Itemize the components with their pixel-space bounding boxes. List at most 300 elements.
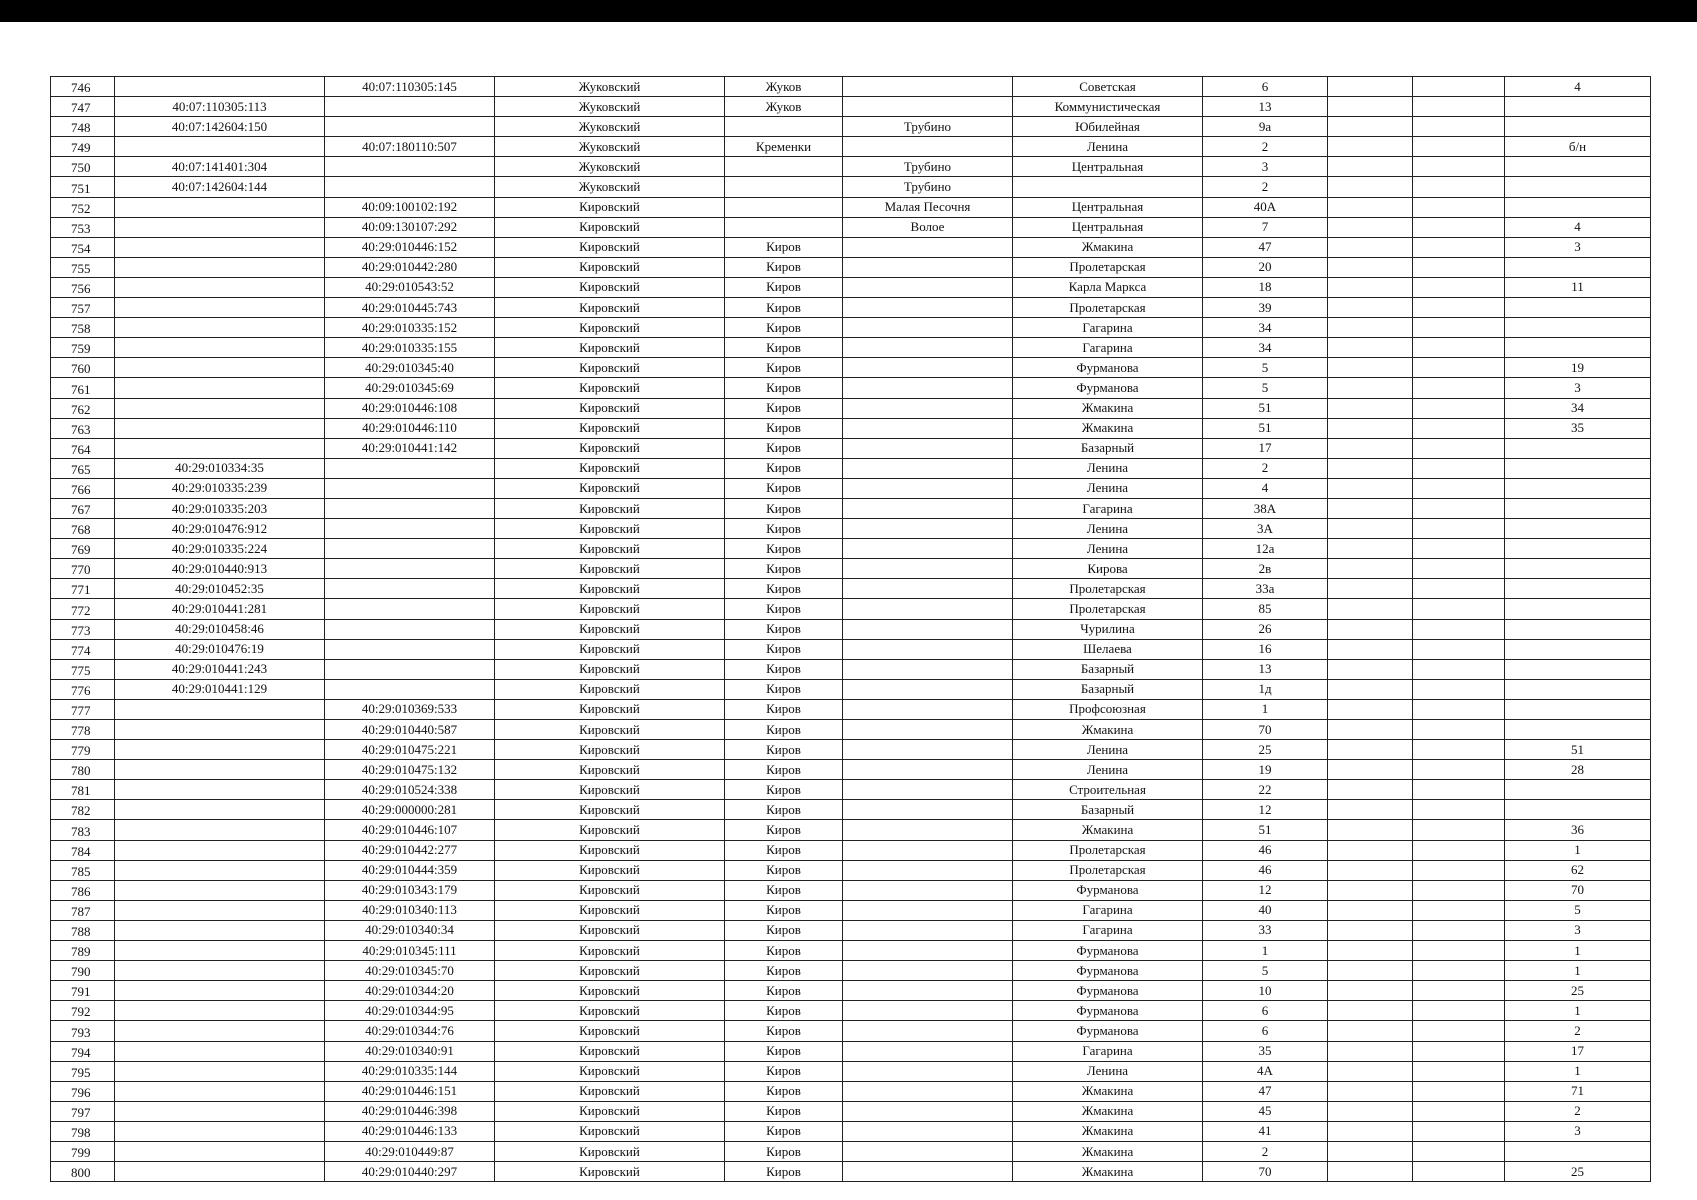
cell-house: 7 (1203, 217, 1328, 237)
cell-row-number: 768 (51, 519, 115, 539)
cell-row-number: 752 (51, 197, 115, 217)
cell-city: Киров (725, 579, 843, 599)
cell-street: Фурманова (1013, 981, 1203, 1001)
table-row (51, 157, 1651, 177)
cell-row-number: 798 (51, 1121, 115, 1141)
cell-cadastral-number-b: 40:29:010344:76 (325, 1021, 495, 1041)
cell-apartment: 4 (1505, 217, 1651, 237)
cell-village (843, 237, 1013, 257)
cell-col-9 (1328, 1001, 1413, 1021)
cell-row-number: 763 (51, 418, 115, 438)
cell-district: Кировский (495, 1001, 725, 1021)
cell-row-number: 746 (51, 77, 115, 97)
cell-col-9 (1328, 941, 1413, 961)
cell-house: 25 (1203, 740, 1328, 760)
cell-col-9 (1328, 398, 1413, 418)
cell-street: Пролетарская (1013, 579, 1203, 599)
cell-col-9 (1328, 1162, 1413, 1182)
cell-cadastral-number-b: 40:29:010440:297 (325, 1162, 495, 1182)
cell-street: Фурманова (1013, 941, 1203, 961)
cell-city (725, 157, 843, 177)
cell-city: Киров (725, 257, 843, 277)
cell-cadastral-number-a (115, 780, 325, 800)
cell-col-9 (1328, 458, 1413, 478)
cell-col-9 (1328, 197, 1413, 217)
cell-street: Базарный (1013, 800, 1203, 820)
cell-col-9 (1328, 478, 1413, 498)
cell-row-number: 796 (51, 1081, 115, 1101)
cell-apartment (1505, 679, 1651, 699)
cell-street: Фурманова (1013, 880, 1203, 900)
cell-district: Кировский (495, 619, 725, 639)
cell-cadastral-number-a: 40:29:010441:243 (115, 659, 325, 679)
cell-house: 6 (1203, 77, 1328, 97)
cell-apartment: 1 (1505, 961, 1651, 981)
cell-district: Кировский (495, 1101, 725, 1121)
cell-row-number: 782 (51, 800, 115, 820)
cell-district: Кировский (495, 820, 725, 840)
cell-cadastral-number-a: 40:29:010440:913 (115, 559, 325, 579)
cell-cadastral-number-b (325, 579, 495, 599)
cell-street: Базарный (1013, 438, 1203, 458)
cell-city: Киров (725, 237, 843, 257)
cell-col-9 (1328, 820, 1413, 840)
cell-col-9 (1328, 1141, 1413, 1161)
cell-apartment: 1 (1505, 840, 1651, 860)
cell-row-number: 759 (51, 338, 115, 358)
cell-cadastral-number-b: 40:29:010344:20 (325, 981, 495, 1001)
cell-village (843, 760, 1013, 780)
cell-col-10 (1413, 217, 1505, 237)
cell-house: 1д (1203, 679, 1328, 699)
table-row (51, 740, 1651, 760)
cell-house: 51 (1203, 398, 1328, 418)
table-row (51, 298, 1651, 318)
cell-district: Жуковский (495, 137, 725, 157)
cell-apartment (1505, 458, 1651, 478)
cell-cadastral-number-b: 40:29:010335:144 (325, 1061, 495, 1081)
cell-cadastral-number-a (115, 77, 325, 97)
cell-city: Киров (725, 1141, 843, 1161)
cell-city: Жуков (725, 77, 843, 97)
cell-village (843, 1141, 1013, 1161)
cell-village (843, 539, 1013, 559)
cell-city: Кременки (725, 137, 843, 157)
cell-city: Киров (725, 378, 843, 398)
cell-col-10 (1413, 860, 1505, 880)
cell-village: Трубино (843, 157, 1013, 177)
cell-cadastral-number-b: 40:29:010335:152 (325, 318, 495, 338)
cell-row-number: 760 (51, 358, 115, 378)
cell-city: Киров (725, 800, 843, 820)
cell-street: Карла Маркса (1013, 277, 1203, 297)
cell-cadastral-number-b: 40:29:010345:70 (325, 961, 495, 981)
cell-city: Киров (725, 820, 843, 840)
cell-district: Кировский (495, 860, 725, 880)
cell-street: Базарный (1013, 659, 1203, 679)
cell-apartment (1505, 498, 1651, 518)
cell-row-number: 774 (51, 639, 115, 659)
cell-cadastral-number-a: 40:07:142604:150 (115, 117, 325, 137)
cell-city: Киров (725, 1081, 843, 1101)
cell-street: Жмакина (1013, 398, 1203, 418)
cell-cadastral-number-a (115, 981, 325, 1001)
cell-cadastral-number-a: 40:29:010452:35 (115, 579, 325, 599)
cell-street: Гагарина (1013, 318, 1203, 338)
cell-apartment (1505, 579, 1651, 599)
cell-apartment: 5 (1505, 900, 1651, 920)
cell-house: 3А (1203, 519, 1328, 539)
table-row (51, 599, 1651, 619)
cell-cadastral-number-b (325, 539, 495, 559)
cell-apartment: 1 (1505, 1061, 1651, 1081)
cell-house: 12 (1203, 800, 1328, 820)
cell-city: Киров (725, 1021, 843, 1041)
cell-district: Кировский (495, 237, 725, 257)
cell-city: Киров (725, 981, 843, 1001)
cell-col-10 (1413, 679, 1505, 699)
cell-cadastral-number-a: 40:29:010334:35 (115, 458, 325, 478)
cell-col-9 (1328, 740, 1413, 760)
cell-row-number: 767 (51, 498, 115, 518)
cell-house: 4 (1203, 478, 1328, 498)
cell-cadastral-number-a (115, 438, 325, 458)
cell-street: Фурманова (1013, 358, 1203, 378)
table-row (51, 860, 1651, 880)
cell-city: Киров (725, 900, 843, 920)
cell-street: Ленина (1013, 478, 1203, 498)
cell-city: Киров (725, 478, 843, 498)
cell-col-10 (1413, 298, 1505, 318)
cell-col-9 (1328, 639, 1413, 659)
cell-apartment: 11 (1505, 277, 1651, 297)
cell-house: 5 (1203, 378, 1328, 398)
cell-cadastral-number-a: 40:29:010335:239 (115, 478, 325, 498)
cell-cadastral-number-a (115, 1141, 325, 1161)
cell-street: Советская (1013, 77, 1203, 97)
cell-cadastral-number-b: 40:29:010442:277 (325, 840, 495, 860)
cell-village: Волое (843, 217, 1013, 237)
cell-cadastral-number-a: 40:29:010441:129 (115, 679, 325, 699)
cell-district: Кировский (495, 378, 725, 398)
cell-col-10 (1413, 699, 1505, 719)
cell-cadastral-number-b: 40:29:010335:155 (325, 338, 495, 358)
cell-district: Кировский (495, 1162, 725, 1182)
cell-row-number: 772 (51, 599, 115, 619)
cell-village (843, 981, 1013, 1001)
cell-village (843, 277, 1013, 297)
cell-apartment: 1 (1505, 941, 1651, 961)
cell-cadastral-number-b: 40:29:010446:133 (325, 1121, 495, 1141)
cell-street: Жмакина (1013, 1121, 1203, 1141)
cell-street: Профсоюзная (1013, 699, 1203, 719)
cell-cadastral-number-a: 40:07:110305:113 (115, 97, 325, 117)
cell-street: Фурманова (1013, 961, 1203, 981)
cell-cadastral-number-b: 40:07:110305:145 (325, 77, 495, 97)
cell-district: Кировский (495, 740, 725, 760)
cell-apartment: 19 (1505, 358, 1651, 378)
cell-city: Киров (725, 1041, 843, 1061)
cell-col-9 (1328, 900, 1413, 920)
cell-district: Кировский (495, 298, 725, 318)
cell-district: Жуковский (495, 157, 725, 177)
table-row (51, 900, 1651, 920)
cell-cadastral-number-a (115, 760, 325, 780)
cell-apartment: 36 (1505, 820, 1651, 840)
cell-village (843, 1121, 1013, 1141)
cell-apartment (1505, 177, 1651, 197)
cell-village (843, 338, 1013, 358)
cell-apartment: 62 (1505, 860, 1651, 880)
cell-apartment: 35 (1505, 418, 1651, 438)
table-row (51, 619, 1651, 639)
cell-row-number: 788 (51, 920, 115, 940)
cell-cadastral-number-a: 40:29:010335:224 (115, 539, 325, 559)
cell-district: Кировский (495, 1041, 725, 1061)
cell-cadastral-number-b: 40:29:010343:179 (325, 880, 495, 900)
cell-village (843, 458, 1013, 478)
table-row (51, 1061, 1651, 1081)
cell-row-number: 777 (51, 699, 115, 719)
cell-col-9 (1328, 378, 1413, 398)
table-row (51, 720, 1651, 740)
cell-row-number: 781 (51, 780, 115, 800)
cell-cadastral-number-b (325, 498, 495, 518)
cell-col-10 (1413, 1101, 1505, 1121)
cell-row-number: 799 (51, 1141, 115, 1161)
cell-street: Пролетарская (1013, 298, 1203, 318)
cell-street: Центральная (1013, 157, 1203, 177)
cell-district: Кировский (495, 579, 725, 599)
cell-col-10 (1413, 760, 1505, 780)
cell-street: Жмакина (1013, 1081, 1203, 1101)
cell-house: 2 (1203, 177, 1328, 197)
cell-col-9 (1328, 1021, 1413, 1041)
cell-apartment: 25 (1505, 1162, 1651, 1182)
cell-col-10 (1413, 820, 1505, 840)
cell-street: Жмакина (1013, 237, 1203, 257)
table-row (51, 358, 1651, 378)
cell-cadastral-number-a (115, 298, 325, 318)
cell-street: Ленина (1013, 137, 1203, 157)
cell-house: 40А (1203, 197, 1328, 217)
cell-col-9 (1328, 358, 1413, 378)
table-row (51, 981, 1651, 1001)
cell-cadastral-number-b: 40:29:010345:111 (325, 941, 495, 961)
cell-row-number: 758 (51, 318, 115, 338)
cell-street: Центральная (1013, 217, 1203, 237)
cell-district: Кировский (495, 197, 725, 217)
table-row (51, 418, 1651, 438)
cell-city: Киров (725, 639, 843, 659)
cell-cadastral-number-b: 40:29:010446:398 (325, 1101, 495, 1121)
cell-cadastral-number-b: 40:29:010345:69 (325, 378, 495, 398)
table-row (51, 237, 1651, 257)
scan-top-border (0, 0, 1697, 22)
cell-house: 2 (1203, 1141, 1328, 1161)
cell-row-number: 755 (51, 257, 115, 277)
table-row (51, 639, 1651, 659)
cell-city: Киров (725, 780, 843, 800)
cell-district: Кировский (495, 1121, 725, 1141)
cell-village (843, 1081, 1013, 1101)
cell-house: 70 (1203, 720, 1328, 740)
cell-col-10 (1413, 659, 1505, 679)
cell-city: Киров (725, 318, 843, 338)
cell-village (843, 900, 1013, 920)
cell-apartment (1505, 338, 1651, 358)
cell-street: Жмакина (1013, 720, 1203, 740)
cell-apartment (1505, 539, 1651, 559)
cell-street: Ленина (1013, 740, 1203, 760)
table-row (51, 1121, 1651, 1141)
cell-col-10 (1413, 1141, 1505, 1161)
cell-col-10 (1413, 900, 1505, 920)
cell-col-10 (1413, 438, 1505, 458)
cell-street: Ленина (1013, 519, 1203, 539)
cell-city: Киров (725, 559, 843, 579)
cell-cadastral-number-a: 40:07:142604:144 (115, 177, 325, 197)
cell-village: Трубино (843, 177, 1013, 197)
cell-district: Кировский (495, 679, 725, 699)
cell-village (843, 77, 1013, 97)
cell-col-9 (1328, 981, 1413, 1001)
table-row (51, 840, 1651, 860)
cell-city: Киров (725, 398, 843, 418)
table-row (51, 659, 1651, 679)
cell-city (725, 177, 843, 197)
cell-district: Кировский (495, 519, 725, 539)
cell-house: 1 (1203, 699, 1328, 719)
cell-cadastral-number-b (325, 177, 495, 197)
cell-district: Кировский (495, 720, 725, 740)
cell-cadastral-number-b: 40:07:180110:507 (325, 137, 495, 157)
cell-house: 19 (1203, 760, 1328, 780)
cell-cadastral-number-a: 40:07:141401:304 (115, 157, 325, 177)
cell-cadastral-number-a (115, 237, 325, 257)
cell-house: 45 (1203, 1101, 1328, 1121)
cell-apartment (1505, 97, 1651, 117)
cell-house: 20 (1203, 257, 1328, 277)
cell-street: Гагарина (1013, 920, 1203, 940)
cell-col-10 (1413, 257, 1505, 277)
cell-cadastral-number-b: 40:29:010475:221 (325, 740, 495, 760)
cell-cadastral-number-a (115, 720, 325, 740)
cell-city: Киров (725, 840, 843, 860)
cell-cadastral-number-b (325, 157, 495, 177)
cell-cadastral-number-a: 40:29:010476:912 (115, 519, 325, 539)
cell-apartment (1505, 619, 1651, 639)
cell-house: 2 (1203, 458, 1328, 478)
table-row (51, 458, 1651, 478)
cell-house: 9а (1203, 117, 1328, 137)
cell-row-number: 761 (51, 378, 115, 398)
cell-house: 13 (1203, 97, 1328, 117)
cell-row-number: 797 (51, 1101, 115, 1121)
cell-cadastral-number-a (115, 699, 325, 719)
cell-city: Киров (725, 659, 843, 679)
cell-apartment: 2 (1505, 1101, 1651, 1121)
cell-apartment: 2 (1505, 1021, 1651, 1041)
cell-district: Кировский (495, 900, 725, 920)
cell-house: 10 (1203, 981, 1328, 1001)
cell-city: Киров (725, 277, 843, 297)
cell-col-10 (1413, 1001, 1505, 1021)
cell-col-10 (1413, 599, 1505, 619)
cell-col-10 (1413, 840, 1505, 860)
cell-apartment (1505, 699, 1651, 719)
cell-district: Кировский (495, 840, 725, 860)
cell-house: 12 (1203, 880, 1328, 900)
cell-street: Строительная (1013, 780, 1203, 800)
cell-apartment: 17 (1505, 1041, 1651, 1061)
registry-rows (51, 77, 1651, 1182)
cell-col-10 (1413, 1021, 1505, 1041)
table-row (51, 97, 1651, 117)
cell-row-number: 778 (51, 720, 115, 740)
cell-cadastral-number-b (325, 97, 495, 117)
cell-cadastral-number-a (115, 941, 325, 961)
cell-house: 33 (1203, 920, 1328, 940)
cell-apartment (1505, 780, 1651, 800)
cell-col-10 (1413, 780, 1505, 800)
cell-city: Киров (725, 880, 843, 900)
cell-cadastral-number-b: 40:29:010543:52 (325, 277, 495, 297)
cell-house: 34 (1203, 318, 1328, 338)
cell-cadastral-number-a (115, 358, 325, 378)
cell-house: 6 (1203, 1001, 1328, 1021)
cell-row-number: 790 (51, 961, 115, 981)
cell-street: Фурманова (1013, 1021, 1203, 1041)
cell-district: Кировский (495, 920, 725, 940)
cell-city: Киров (725, 519, 843, 539)
cell-village (843, 97, 1013, 117)
cell-cadastral-number-b (325, 519, 495, 539)
cell-row-number: 754 (51, 237, 115, 257)
cell-city: Жуков (725, 97, 843, 117)
cell-row-number: 765 (51, 458, 115, 478)
cell-apartment (1505, 157, 1651, 177)
cell-district: Кировский (495, 880, 725, 900)
cell-col-9 (1328, 579, 1413, 599)
cell-house: 2 (1203, 137, 1328, 157)
cell-col-9 (1328, 619, 1413, 639)
cell-house: 4А (1203, 1061, 1328, 1081)
cell-street: Центральная (1013, 197, 1203, 217)
cell-apartment: 28 (1505, 760, 1651, 780)
cell-house: 26 (1203, 619, 1328, 639)
cell-cadastral-number-b: 40:29:010524:338 (325, 780, 495, 800)
cell-city: Киров (725, 740, 843, 760)
cell-row-number: 795 (51, 1061, 115, 1081)
cell-city: Киров (725, 699, 843, 719)
cell-cadastral-number-a (115, 1001, 325, 1021)
cell-cadastral-number-b: 40:29:010440:587 (325, 720, 495, 740)
cell-row-number: 762 (51, 398, 115, 418)
cell-village (843, 720, 1013, 740)
cell-col-10 (1413, 539, 1505, 559)
cell-district: Жуковский (495, 77, 725, 97)
cell-village (843, 820, 1013, 840)
table-row (51, 1162, 1651, 1182)
cell-district: Кировский (495, 398, 725, 418)
cell-col-9 (1328, 800, 1413, 820)
cell-col-10 (1413, 398, 1505, 418)
cell-apartment (1505, 117, 1651, 137)
cell-house: 51 (1203, 418, 1328, 438)
cell-house: 40 (1203, 900, 1328, 920)
cell-cadastral-number-b: 40:29:010449:87 (325, 1141, 495, 1161)
